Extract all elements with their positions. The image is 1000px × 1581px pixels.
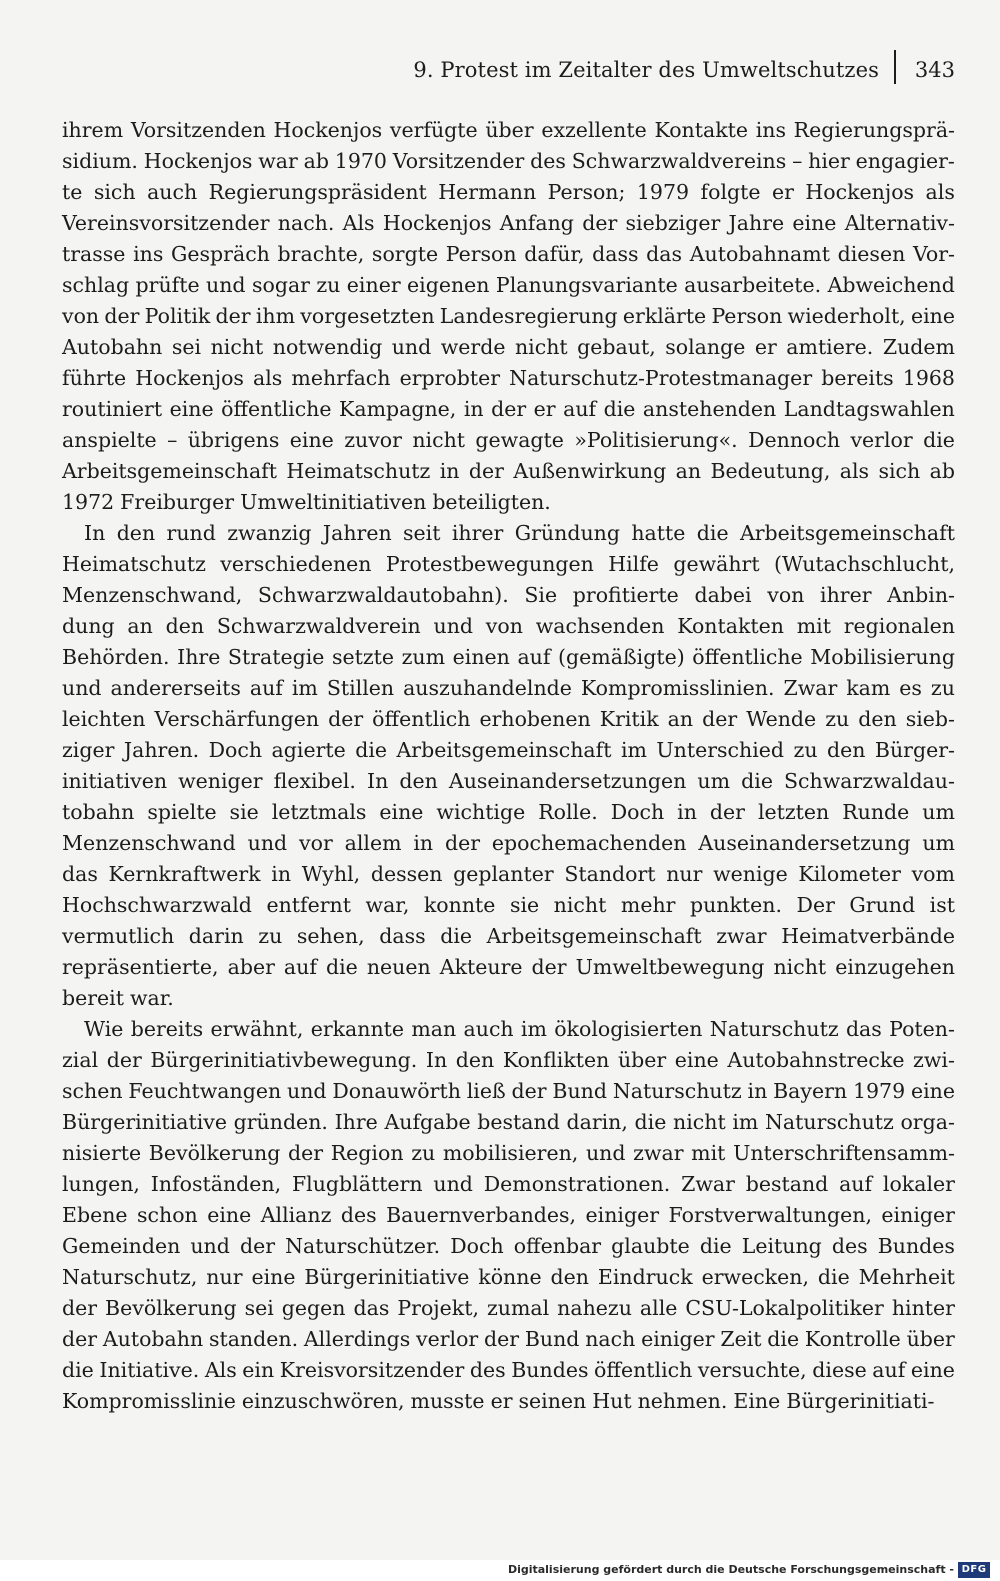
text-line: initiativen weniger flexibel. In den Auseinandersetzungen um die Schwarzwaldau- (62, 769, 955, 793)
text-line: nisierte Bevölkerung der Region zu mobilisieren, und zwar mit Unterschriftensamm- (62, 1141, 955, 1165)
text-line: leichten Verschärfungen der öffentlich erhobenen Kritik an der Wende zu den sieb- (62, 707, 955, 731)
text-line: vermutlich darin zu sehen, dass die Arbeitsgemeinschaft zwar Heimatverbände (62, 924, 955, 948)
dfg-logo-icon: DFG (958, 1562, 990, 1578)
text-line: tobahn spielte sie letztmals eine wichtige Rolle. Doch in der letzten Runde um (62, 800, 955, 824)
text-line: dung an den Schwarzwaldverein und von wachsenden Kontakten mit regionalen (62, 614, 955, 638)
text-line: Naturschutz, nur eine Bürgerinitiative könne den Eindruck erwecken, die Mehrheit (62, 1265, 955, 1289)
text-line: Vereinsvorsitzender nach. Als Hockenjos Anfang der siebziger Jahre eine Alternativ- (62, 211, 955, 235)
text-line: Wie bereits erwähnt, erkannte man auch im ökologisierten Naturschutz das Poten- (84, 1017, 955, 1041)
text-line: sidium. Hockenjos war ab 1970 Vorsitzender des Schwarzwaldvereins – hier engagier- (62, 149, 955, 173)
header-divider (894, 50, 896, 84)
text-line: die Initiative. Als ein Kreisvorsitzender des Bundes öffentlich versuchte, diese auf eine (62, 1358, 955, 1382)
text-line: Autobahn sei nicht notwendig und werde nicht gebaut, solange er amtiere. Zudem (62, 335, 955, 359)
text-line: bereit war. (62, 986, 174, 1010)
chapter-title: 9. Protest im Zeitalter des Umweltschutzes (413, 58, 879, 82)
text-line: trasse ins Gespräch brachte, sorgte Person dafür, dass das Autobahnamt diesen Vor- (62, 242, 955, 266)
text-line: schlag prüfte und sogar zu einer eigenen Planungsvariante ausarbeitete. Abweichend (62, 273, 955, 297)
text-line: und andererseits auf im Stillen auszuhandelnde Kompromisslinien. Zwar kam es zu (62, 676, 955, 700)
running-head (62, 50, 955, 90)
digitization-footer (0, 1560, 1000, 1581)
text-line: Menzenschwand und vor allem in der epochemachenden Auseinandersetzung um (62, 831, 955, 855)
text-line: routiniert eine öffentliche Kampagne, in der er auf die anstehenden Landtagswahlen (62, 397, 955, 421)
text-line: der Bevölkerung sei gegen das Projekt, zumal nahezu alle CSU-Lokalpolitiker hinter (62, 1296, 955, 1320)
text-line: In den rund zwanzig Jahren seit ihrer Gründung hatte die Arbeitsgemeinschaft (84, 521, 955, 545)
text-line: führte Hockenjos als mehrfach erprobter Naturschutz-Protestmanager bereits 1968 (62, 366, 955, 390)
text-line: repräsentierte, aber auf die neuen Akteure der Umweltbewegung nicht einzugehen (62, 955, 955, 979)
text-line: Bürgerinitiative gründen. Ihre Aufgabe bestand darin, die nicht im Naturschutz orga- (62, 1110, 955, 1134)
text-line: Gemeinden und der Naturschützer. Doch offenbar glaubte die Leitung des Bundes (62, 1234, 955, 1258)
text-line: der Autobahn standen. Allerdings verlor der Bund nach einiger Zeit die Kontrolle über (62, 1327, 955, 1351)
body-text (62, 115, 955, 1417)
paragraph (62, 115, 955, 518)
text-line: 1972 Freiburger Umweltinitiativen beteiligten. (62, 490, 551, 514)
page-number: 343 (914, 58, 955, 82)
text-line: zial der Bürgerinitiativbewegung. In den Konflikten über eine Autobahnstrecke zwi- (62, 1048, 955, 1072)
text-line: Hochschwarzwald entfernt war, konnte sie nicht mehr punkten. Der Grund ist (62, 893, 955, 917)
text-line: Arbeitsgemeinschaft Heimatschutz in der Außenwirkung an Bedeutung, als sich ab (62, 459, 955, 483)
text-line: anspielte – übrigens eine zuvor nicht gewagte »Politisierung«. Dennoch verlor die (62, 428, 955, 452)
digitization-note: Digitalisierung gefördert durch die Deutsche Forschungsgemeinschaft - (507, 1563, 954, 1576)
text-line: Kompromisslinie einzuschwören, musste er seinen Hut nehmen. Eine Bürgerinitiati- (62, 1389, 935, 1413)
text-line: Menzenschwand, Schwarzwaldautobahn). Sie profitierte dabei von ihrer Anbin- (62, 583, 955, 607)
text-line: Behörden. Ihre Strategie setzte zum einen auf (gemäßigte) öffentliche Mobilisierung (62, 645, 955, 669)
text-line: ihrem Vorsitzenden Hockenjos verfügte über exzellente Kontakte ins Regierungsprä- (62, 118, 955, 142)
text-line: ziger Jahren. Doch agierte die Arbeitsgemeinschaft im Unterschied zu den Bürger- (62, 738, 955, 762)
text-line: Heimatschutz verschiedenen Protestbewegungen Hilfe gewährt (Wutachschlucht, (62, 552, 955, 576)
text-line: Ebene schon eine Allianz des Bauernverbandes, einiger Forstverwaltungen, einiger (62, 1203, 955, 1227)
text-line: schen Feuchtwangen und Donauwörth ließ der Bund Naturschutz in Bayern 1979 eine (62, 1079, 955, 1103)
text-line: von der Politik der ihm vorgesetzten Landesregierung erklärte Person wiederholt, eine (62, 304, 955, 328)
text-line: te sich auch Regierungspräsident Hermann Person; 1979 folgte er Hockenjos als (62, 180, 955, 204)
paragraph (62, 518, 955, 1014)
text-line: das Kernkraftwerk in Wyhl, dessen geplanter Standort nur wenige Kilometer vom (62, 862, 955, 886)
paragraph (62, 1014, 955, 1417)
text-line: lungen, Infoständen, Flugblättern und Demonstrationen. Zwar bestand auf lokaler (62, 1172, 955, 1196)
